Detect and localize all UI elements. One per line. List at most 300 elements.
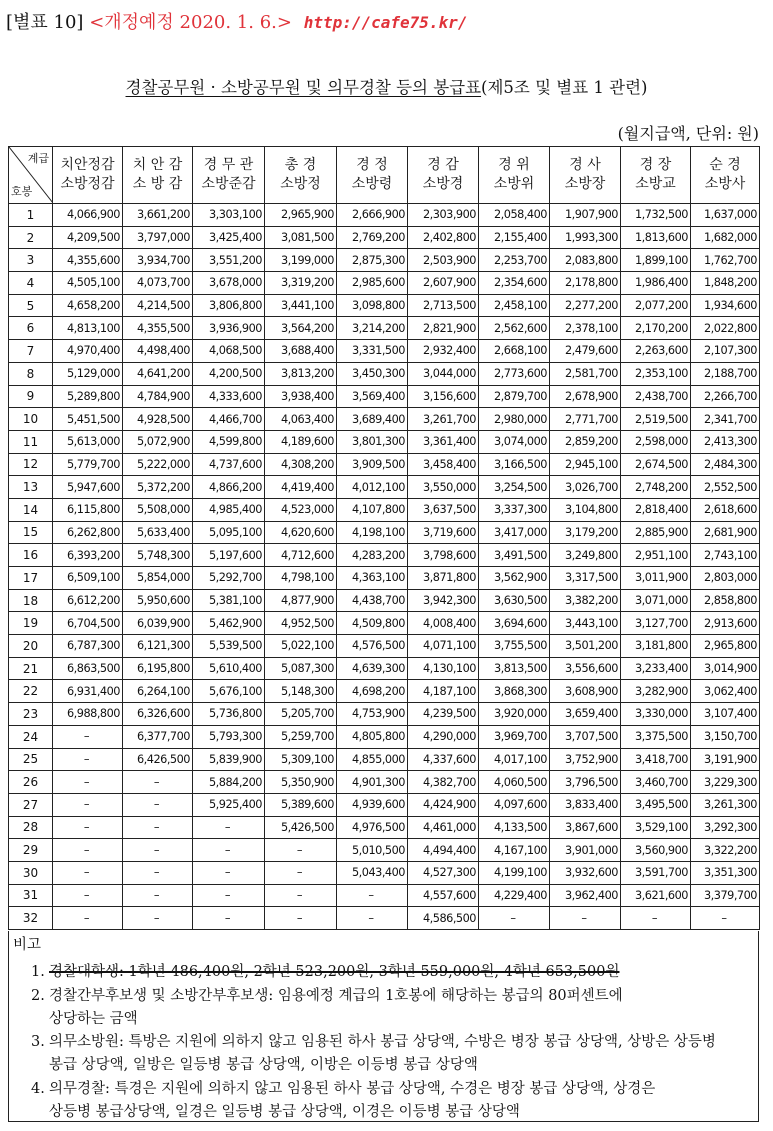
salary-cell: 2,083,800: [550, 249, 621, 272]
salary-cell: 4,576,500: [337, 635, 408, 658]
column-header-fire: 소방교: [635, 176, 676, 192]
step-cell: 24: [9, 725, 53, 748]
salary-cell: 2,743,100: [691, 544, 760, 567]
salary-cell: 4,308,200: [265, 453, 337, 476]
salary-cell: 2,263,600: [621, 340, 691, 363]
salary-cell: 4,199,100: [479, 861, 550, 884]
salary-cell: 3,801,300: [337, 430, 408, 453]
salary-cell: 6,039,900: [123, 612, 193, 635]
table-row: [9, 816, 760, 839]
salary-table-body: [9, 204, 760, 930]
step-cell: 29: [9, 839, 53, 862]
column-header-police: 경 사: [569, 157, 601, 173]
salary-cell: 3,608,900: [550, 680, 621, 703]
step-cell: 17: [9, 567, 53, 590]
salary-cell: 2,885,900: [621, 521, 691, 544]
salary-cell: 1,907,900: [550, 204, 621, 227]
salary-cell: –: [123, 793, 193, 816]
salary-cell: –: [265, 907, 337, 930]
salary-cell: –: [193, 839, 265, 862]
salary-cell: 3,556,600: [550, 657, 621, 680]
salary-cell: 3,382,200: [550, 589, 621, 612]
salary-cell: 1,813,600: [621, 226, 691, 249]
salary-cell: 3,813,500: [479, 657, 550, 680]
salary-cell: 5,451,500: [53, 408, 123, 431]
salary-cell: 2,678,900: [550, 385, 621, 408]
column-header-police: 순 경: [709, 157, 741, 173]
column-header-fire: 소방준감: [201, 176, 256, 192]
salary-cell: 1,732,500: [621, 204, 691, 227]
column-header: [193, 147, 265, 204]
salary-cell: 3,166,500: [479, 453, 550, 476]
salary-cell: 5,925,400: [193, 793, 265, 816]
salary-cell: 6,509,100: [53, 567, 123, 590]
salary-cell: 3,254,500: [479, 476, 550, 499]
table-row: [9, 453, 760, 476]
salary-cell: 4,355,600: [53, 249, 123, 272]
column-header: [691, 147, 760, 204]
salary-cell: 2,188,700: [691, 362, 760, 385]
salary-cell: 2,581,700: [550, 362, 621, 385]
step-cell: 7: [9, 340, 53, 363]
salary-cell: 5,010,500: [337, 839, 408, 862]
source-url[interactable]: http://cafe75.kr/: [303, 13, 468, 32]
table-row: [9, 521, 760, 544]
salary-cell: 4,229,400: [479, 884, 550, 907]
salary-cell: 5,884,200: [193, 771, 265, 794]
salary-cell: 3,199,000: [265, 249, 337, 272]
salary-cell: 3,098,800: [337, 294, 408, 317]
step-cell: 21: [9, 657, 53, 680]
table-row: [9, 793, 760, 816]
salary-cell: 6,121,300: [123, 635, 193, 658]
remark-text-continued: 봉급 상당액, 일방은 일등병 봉급 상당액, 이방은 이등병 봉급 상당액: [49, 1057, 478, 1073]
salary-cell: 4,498,400: [123, 340, 193, 363]
salary-cell: 3,936,900: [193, 317, 265, 340]
document-title: [0, 74, 773, 98]
remark-text-continued: 상당하는 금액: [49, 1011, 138, 1027]
column-header: [265, 147, 337, 204]
salary-cell: 4,290,000: [408, 725, 479, 748]
table-row: [9, 498, 760, 521]
step-cell: 10: [9, 408, 53, 431]
table-row: [9, 884, 760, 907]
step-cell: 26: [9, 771, 53, 794]
salary-cell: 1,899,100: [621, 249, 691, 272]
salary-cell: 4,283,200: [337, 544, 408, 567]
salary-cell: –: [53, 793, 123, 816]
salary-cell: –: [123, 884, 193, 907]
salary-cell: 5,072,900: [123, 430, 193, 453]
salary-cell: 3,661,200: [123, 204, 193, 227]
salary-cell: –: [479, 907, 550, 930]
salary-cell: 2,178,800: [550, 272, 621, 295]
step-cell: 6: [9, 317, 53, 340]
salary-cell: 5,950,600: [123, 589, 193, 612]
salary-cell: 4,337,600: [408, 748, 479, 771]
salary-cell: 4,970,400: [53, 340, 123, 363]
salary-cell: 5,779,700: [53, 453, 123, 476]
salary-cell: 4,008,400: [408, 612, 479, 635]
salary-cell: 5,381,100: [193, 589, 265, 612]
salary-cell: 3,441,100: [265, 294, 337, 317]
salary-cell: –: [193, 907, 265, 930]
salary-cell: 2,965,800: [691, 635, 760, 658]
salary-cell: 1,993,300: [550, 226, 621, 249]
step-cell: 25: [9, 748, 53, 771]
salary-cell: 3,678,000: [193, 272, 265, 295]
salary-cell: 4,877,900: [265, 589, 337, 612]
salary-cell: 2,821,900: [408, 317, 479, 340]
salary-cell: –: [123, 816, 193, 839]
salary-cell: 2,859,200: [550, 430, 621, 453]
salary-cell: 4,698,200: [337, 680, 408, 703]
remark-number: 4.: [31, 1081, 45, 1097]
salary-cell: 3,104,800: [550, 498, 621, 521]
salary-cell: 4,333,600: [193, 385, 265, 408]
salary-cell: 4,952,500: [265, 612, 337, 635]
table-row: [9, 476, 760, 499]
salary-cell: 4,073,700: [123, 272, 193, 295]
salary-cell: 3,752,900: [550, 748, 621, 771]
column-header-police: 경 무 관: [203, 157, 254, 173]
salary-cell: 3,150,700: [691, 725, 760, 748]
salary-cell: 3,833,400: [550, 793, 621, 816]
table-row: [9, 544, 760, 567]
salary-cell: 4,133,500: [479, 816, 550, 839]
salary-cell: –: [53, 816, 123, 839]
salary-cell: 3,719,600: [408, 521, 479, 544]
salary-cell: 3,337,300: [479, 498, 550, 521]
salary-cell: 5,736,800: [193, 703, 265, 726]
salary-cell: 4,939,600: [337, 793, 408, 816]
table-row: [9, 385, 760, 408]
table-row: [9, 408, 760, 431]
salary-cell: 5,205,700: [265, 703, 337, 726]
salary-cell: 3,081,500: [265, 226, 337, 249]
salary-cell: 3,501,200: [550, 635, 621, 658]
salary-cell: 2,668,100: [479, 340, 550, 363]
remark-text: 의무경찰: 특경은 지원에 의하지 않고 임용된 하사 봉급 상당액, 수경은 병장 봉급 상당액, 상경은: [49, 1081, 656, 1097]
salary-cell: 3,688,400: [265, 340, 337, 363]
salary-cell: 3,562,900: [479, 567, 550, 590]
salary-cell: 4,813,100: [53, 317, 123, 340]
step-cell: 20: [9, 635, 53, 658]
salary-cell: 4,527,300: [408, 861, 479, 884]
column-header: [621, 147, 691, 204]
salary-cell: –: [53, 771, 123, 794]
salary-cell: 5,372,200: [123, 476, 193, 499]
header-row: [9, 147, 760, 204]
table-row: [9, 567, 760, 590]
column-header-fire: 소방사: [704, 176, 746, 192]
salary-cell: 4,189,600: [265, 430, 337, 453]
salary-cell: –: [53, 861, 123, 884]
salary-cell: 5,259,700: [265, 725, 337, 748]
salary-cell: –: [193, 861, 265, 884]
salary-cell: –: [53, 884, 123, 907]
salary-cell: 3,938,400: [265, 385, 337, 408]
salary-cell: 2,945,100: [550, 453, 621, 476]
salary-cell: 4,198,100: [337, 521, 408, 544]
column-header-police: 경 정: [356, 157, 388, 173]
table-row: [9, 635, 760, 658]
salary-cell: 4,639,300: [337, 657, 408, 680]
remark-item: [31, 1031, 751, 1077]
salary-cell: 3,062,400: [691, 680, 760, 703]
remark-text-continued: 상등병 봉급상당액, 일경은 일등병 봉급 상당액, 이경은 이등병 봉급 상당액: [49, 1104, 520, 1120]
salary-cell: 4,239,500: [408, 703, 479, 726]
salary-cell: 3,191,900: [691, 748, 760, 771]
step-cell: 27: [9, 793, 53, 816]
salary-cell: 3,962,400: [550, 884, 621, 907]
salary-cell: 6,931,400: [53, 680, 123, 703]
salary-cell: 6,115,800: [53, 498, 123, 521]
salary-cell: –: [53, 748, 123, 771]
salary-cell: 3,249,800: [550, 544, 621, 567]
salary-cell: 6,704,500: [53, 612, 123, 635]
salary-cell: 3,934,700: [123, 249, 193, 272]
corner-step-label: 호봉: [11, 185, 33, 198]
salary-cell: –: [337, 884, 408, 907]
salary-cell: 3,331,500: [337, 340, 408, 363]
salary-cell: 3,261,300: [691, 793, 760, 816]
step-cell: 23: [9, 703, 53, 726]
salary-cell: 5,854,000: [123, 567, 193, 590]
remark-number: 3.: [31, 1034, 45, 1050]
salary-cell: 2,354,600: [479, 272, 550, 295]
remark-text: 경찰대학생: 1학년 486,400원, 2학년 523,200원, 3학년 559,000원, 4학년 653,500원: [49, 964, 620, 980]
title-main: 경찰공무원 · 소방공무원 및 의무경찰 등의 봉급표: [125, 78, 482, 97]
salary-cell: 6,393,200: [53, 544, 123, 567]
salary-cell: 6,426,500: [123, 748, 193, 771]
salary-cell: 6,264,100: [123, 680, 193, 703]
salary-cell: –: [621, 907, 691, 930]
salary-cell: 5,087,300: [265, 657, 337, 680]
table-row: [9, 317, 760, 340]
salary-cell: 6,612,200: [53, 589, 123, 612]
remark-item: [31, 961, 751, 984]
salary-cell: 3,560,900: [621, 839, 691, 862]
salary-cell: 3,303,100: [193, 204, 265, 227]
salary-cell: 3,550,000: [408, 476, 479, 499]
salary-cell: 3,868,300: [479, 680, 550, 703]
salary-cell: –: [193, 816, 265, 839]
salary-cell: 6,377,700: [123, 725, 193, 748]
unit-note: (월지급액, 단위: 원): [617, 124, 759, 143]
salary-cell: –: [53, 907, 123, 930]
salary-cell: 5,148,300: [265, 680, 337, 703]
salary-cell: 1,637,000: [691, 204, 760, 227]
salary-cell: 2,378,100: [550, 317, 621, 340]
salary-cell: –: [691, 907, 760, 930]
salary-cell: 2,458,100: [479, 294, 550, 317]
salary-cell: 6,195,800: [123, 657, 193, 680]
salary-cell: 5,426,500: [265, 816, 337, 839]
salary-cell: 3,450,300: [337, 362, 408, 385]
salary-cell: 5,508,000: [123, 498, 193, 521]
salary-cell: 4,737,600: [193, 453, 265, 476]
salary-cell: 3,379,700: [691, 884, 760, 907]
salary-cell: 4,066,900: [53, 204, 123, 227]
step-cell: 31: [9, 884, 53, 907]
table-row: [9, 249, 760, 272]
salary-cell: 2,479,600: [550, 340, 621, 363]
salary-cell: 5,095,100: [193, 521, 265, 544]
salary-cell: 4,187,100: [408, 680, 479, 703]
salary-cell: 3,901,000: [550, 839, 621, 862]
salary-cell: 3,156,600: [408, 385, 479, 408]
salary-cell: 5,197,600: [193, 544, 265, 567]
salary-cell: 3,127,700: [621, 612, 691, 635]
salary-cell: 3,707,500: [550, 725, 621, 748]
table-row: [9, 725, 760, 748]
salary-cell: 4,200,500: [193, 362, 265, 385]
table-row: [9, 612, 760, 635]
salary-cell: 3,292,300: [691, 816, 760, 839]
salary-cell: 2,985,600: [337, 272, 408, 295]
salary-cell: 5,222,000: [123, 453, 193, 476]
salary-cell: 4,712,600: [265, 544, 337, 567]
salary-cell: 3,351,300: [691, 861, 760, 884]
column-header-fire: 소방정: [280, 176, 321, 192]
salary-cell: 2,858,800: [691, 589, 760, 612]
salary-cell: 3,491,500: [479, 544, 550, 567]
salary-cell: 3,529,100: [621, 816, 691, 839]
salary-cell: 2,674,500: [621, 453, 691, 476]
step-cell: 19: [9, 612, 53, 635]
salary-cell: 2,769,200: [337, 226, 408, 249]
salary-cell: 4,071,100: [408, 635, 479, 658]
salary-cell: 2,438,700: [621, 385, 691, 408]
step-cell: 5: [9, 294, 53, 317]
salary-cell: 4,976,500: [337, 816, 408, 839]
step-cell: 18: [9, 589, 53, 612]
remarks-label: 비고: [13, 937, 42, 953]
salary-cell: 4,509,800: [337, 612, 408, 635]
salary-cell: 3,460,700: [621, 771, 691, 794]
salary-cell: 2,771,700: [550, 408, 621, 431]
salary-cell: 2,341,700: [691, 408, 760, 431]
salary-cell: 3,909,500: [337, 453, 408, 476]
table-row: [9, 340, 760, 363]
salary-cell: 3,044,000: [408, 362, 479, 385]
salary-cell: 3,806,800: [193, 294, 265, 317]
salary-cell: 2,598,000: [621, 430, 691, 453]
salary-cell: 3,797,000: [123, 226, 193, 249]
salary-table: [8, 146, 760, 930]
salary-cell: –: [123, 907, 193, 930]
salary-cell: 3,932,600: [550, 861, 621, 884]
salary-cell: 4,438,700: [337, 589, 408, 612]
salary-cell: 5,613,000: [53, 430, 123, 453]
column-header-fire: 소방령: [351, 176, 393, 192]
column-header-fire: 소방장: [564, 176, 606, 192]
salary-cell: 3,375,500: [621, 725, 691, 748]
salary-cell: 5,462,900: [193, 612, 265, 635]
salary-cell: 2,077,200: [621, 294, 691, 317]
salary-cell: 4,494,400: [408, 839, 479, 862]
step-cell: 11: [9, 430, 53, 453]
salary-cell: 4,461,000: [408, 816, 479, 839]
salary-cell: 3,969,700: [479, 725, 550, 748]
step-cell: 28: [9, 816, 53, 839]
salary-cell: 4,753,900: [337, 703, 408, 726]
salary-cell: 5,043,400: [337, 861, 408, 884]
salary-cell: 2,965,900: [265, 204, 337, 227]
salary-cell: 2,748,200: [621, 476, 691, 499]
salary-cell: 3,694,600: [479, 612, 550, 635]
column-header-fire: 소방정감: [60, 176, 115, 192]
remark-number: 1.: [31, 964, 45, 980]
table-row: [9, 294, 760, 317]
salary-cell: 4,167,100: [479, 839, 550, 862]
table-row: [9, 657, 760, 680]
salary-cell: 4,363,100: [337, 567, 408, 590]
salary-cell: 2,353,100: [621, 362, 691, 385]
column-header-police: 경 장: [639, 157, 672, 173]
salary-cell: 2,562,600: [479, 317, 550, 340]
document-header: [6, 8, 467, 34]
salary-cell: 4,641,200: [123, 362, 193, 385]
salary-cell: 2,484,300: [691, 453, 760, 476]
salary-cell: 3,942,300: [408, 589, 479, 612]
salary-cell: 4,060,500: [479, 771, 550, 794]
salary-cell: 3,458,400: [408, 453, 479, 476]
remark-item: [31, 1078, 751, 1124]
salary-cell: 2,277,200: [550, 294, 621, 317]
salary-cell: 2,818,400: [621, 498, 691, 521]
salary-cell: 3,214,200: [337, 317, 408, 340]
step-cell: 1: [9, 204, 53, 227]
salary-cell: 4,214,500: [123, 294, 193, 317]
salary-cell: 5,676,100: [193, 680, 265, 703]
salary-cell: 3,630,500: [479, 589, 550, 612]
salary-cell: 2,932,400: [408, 340, 479, 363]
salary-cell: 5,022,100: [265, 635, 337, 658]
salary-cell: 3,637,500: [408, 498, 479, 521]
salary-cell: 2,681,900: [691, 521, 760, 544]
title-reference: (제5조 및 별표 1 관련): [481, 78, 648, 97]
salary-cell: 4,658,200: [53, 294, 123, 317]
salary-cell: 4,599,800: [193, 430, 265, 453]
salary-cell: 3,317,500: [550, 567, 621, 590]
salary-cell: 4,928,500: [123, 408, 193, 431]
salary-cell: 3,330,000: [621, 703, 691, 726]
salary-cell: 2,107,300: [691, 340, 760, 363]
salary-cell: 6,262,800: [53, 521, 123, 544]
salary-cell: 4,557,600: [408, 884, 479, 907]
salary-cell: 4,620,600: [265, 521, 337, 544]
remark-number: 2.: [31, 988, 45, 1004]
salary-cell: 3,871,800: [408, 567, 479, 590]
table-row: [9, 748, 760, 771]
salary-cell: 3,867,600: [550, 816, 621, 839]
salary-cell: 5,129,000: [53, 362, 123, 385]
salary-cell: –: [337, 907, 408, 930]
salary-cell: 3,755,500: [479, 635, 550, 658]
step-cell: 12: [9, 453, 53, 476]
salary-cell: 5,309,100: [265, 748, 337, 771]
salary-cell: –: [123, 771, 193, 794]
salary-cell: –: [265, 861, 337, 884]
column-header: [337, 147, 408, 204]
step-cell: 13: [9, 476, 53, 499]
salary-cell: –: [53, 839, 123, 862]
salary-cell: 2,713,500: [408, 294, 479, 317]
salary-cell: 2,773,600: [479, 362, 550, 385]
step-cell: 22: [9, 680, 53, 703]
